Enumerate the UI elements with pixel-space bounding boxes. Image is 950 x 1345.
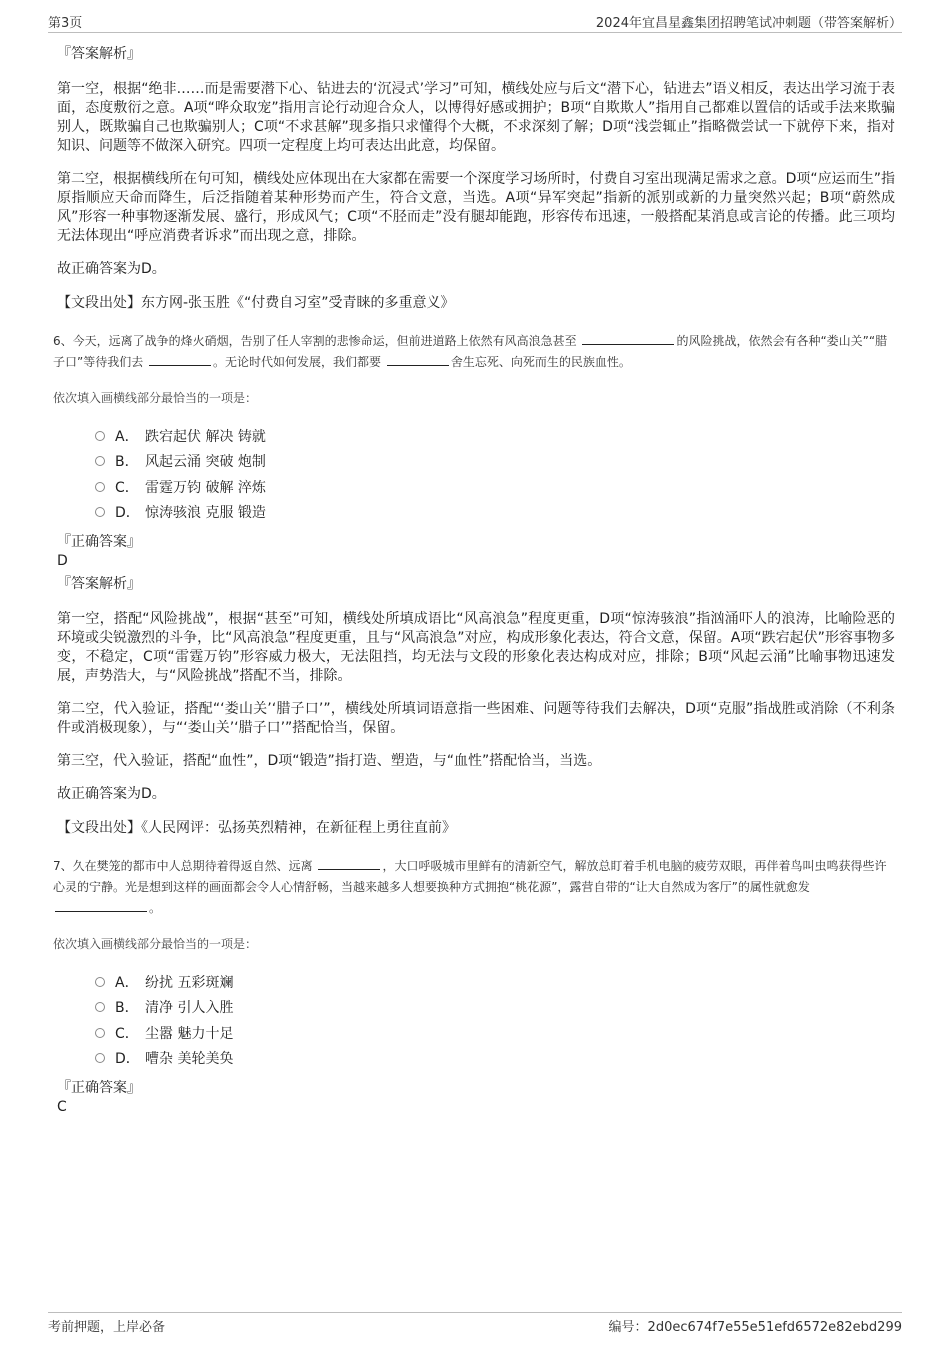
radio-button[interactable] <box>95 1053 105 1063</box>
q6-option-b[interactable]: B． 风起云涌 突破 炮制 <box>95 449 895 475</box>
blank-1[interactable] <box>582 343 674 345</box>
q5-analysis-paragraph: 第一空，根据“绝非……而是需要潜下心、钻进去的‘沉浸式’学习”可知，横线处应与后文“潜下心，钻进去”语义相反，表达出学习流于表面，态度敷衍之意。A项“哗众取宠”指用言论行动迎合众人，以博得好感或拥护；B项“自欺欺人”指用自己都难以置信的话或手法来欺骗别人，既欺骗自己也欺骗别人；C项“不求甚解”现多指只求懂得个大概，不求深刻了解；D项“浅尝辄止”指略微尝试一下就停下来，指对知识、问题等不做深入研究。四项一定程度上均可表达出此意，均保留。 <box>57 81 895 154</box>
q6-conclusion: 故正确答案为D。 <box>57 786 166 802</box>
q6-answer-label: 『正确答案』 <box>57 534 141 550</box>
document-title: 2024年宜昌星鑫集团招聘笔试冲刺题（带答案解析） <box>595 16 902 31</box>
radio-button[interactable] <box>95 1028 105 1038</box>
blank-2[interactable] <box>55 910 147 912</box>
page-footer <box>48 1312 902 1335</box>
document-id: 编号：2d0ec674f7e55e51efd6572e82ebd299 <box>608 1320 902 1335</box>
q7-option-c[interactable]: C． 尘嚣 魅力十足 <box>95 1020 895 1046</box>
blank-3[interactable] <box>387 364 449 366</box>
footer-slogan: 考前押题，上岸必备 <box>48 1320 166 1335</box>
q5-analysis-label: 『答案解析』 <box>57 46 141 62</box>
q6-analysis-paragraph: 第三空，代入验证，搭配“血性”，D项“锻造”指打造、塑造，与“血性”搭配恰当，当选。 <box>57 753 602 769</box>
radio-button[interactable] <box>95 456 105 466</box>
q5-source: 【文段出处】东方网-张玉胜《“付费自习室”受青睐的多重意义》 <box>57 295 455 311</box>
radio-button[interactable] <box>95 1002 105 1012</box>
q6-option-a[interactable]: A． 跌宕起伏 解决 铸就 <box>95 423 895 449</box>
blank-1[interactable] <box>318 868 380 870</box>
q7-stem: 7、久在樊笼的都市中人总期待着得返自然、远离 ，大口呼吸城市里鲜有的清新空气，解放总盯着手机电脑的疲劳双眼，再伴着鸟叫虫鸣获得些许心灵的宁静。光是想到这样的画面都会令人心情舒畅，当越来越多人想要换种方式拥抱“桃花源”，露营自带的“让大自然成为客厅”的属性就愈发 。 <box>53 859 887 915</box>
q6-option-c[interactable]: C． 雷霆万钧 破解 淬炼 <box>95 474 895 500</box>
q7-options <box>95 969 895 1071</box>
q7-answer-label: 『正确答案』 <box>57 1080 141 1096</box>
q7-option-b[interactable]: B． 清净 引人入胜 <box>95 995 895 1021</box>
q7-answer: C <box>57 1099 67 1115</box>
q7-option-a[interactable]: A． 纷扰 五彩斑斓 <box>95 969 895 995</box>
q7-instruction: 依次填入画横线部分最恰当的一项是： <box>53 937 258 951</box>
page-header <box>48 10 902 33</box>
radio-button[interactable] <box>95 507 105 517</box>
radio-button[interactable] <box>95 977 105 987</box>
blank-2[interactable] <box>149 364 211 366</box>
q6-instruction: 依次填入画横线部分最恰当的一项是： <box>53 391 258 405</box>
q5-analysis-paragraph: 第二空，根据横线所在句可知，横线处应体现出在大家都在需要一个深度学习场所时，付费自习室出现满足需求之意。D项“应运而生”指原指顺应天命而降生，后泛指随着某种形势而产生，符合文意，当选。A项“异军突起”指新的派别或新的力量突然兴起；B项“蔚然成风”形容一种事物逐渐发展、盛行，形成风气；C项“不胫而走”没有腿却能跑，形容传布迅速，一般搭配某消息或言论的传播。此三项均无法体现出“呼应消费者诉求”而出现之意，排除。 <box>57 171 895 244</box>
radio-button[interactable] <box>95 482 105 492</box>
q6-source: 【文段出处】《人民网评：弘扬英烈精神，在新征程上勇往直前》 <box>57 820 456 836</box>
q6-analysis-paragraph: 第二空，代入验证，搭配“‘娄山关’‘腊子口’”，横线处所填词语意指一些困难、问题等待我们去解决，D项“克服”指战胜或消除（不利条件或消极现象），与“‘娄山关’‘腊子口’”搭配恰当，保留。 <box>57 701 895 736</box>
page-content <box>53 44 895 1120</box>
q6-options <box>95 423 895 525</box>
q6-option-d[interactable]: D． 惊涛骇浪 克服 锻造 <box>95 500 895 526</box>
q6-analysis-paragraph: 第一空，搭配“风险挑战”，根据“甚至”可知，横线处所填成语比“风高浪急”程度更重，D项“惊涛骇浪”指汹涌吓人的浪涛，比喻险恶的环境或尖锐激烈的斗争，比“风高浪急”程度更重，且与“风高浪急”对应，构成形象化表达，符合文意，保留。A项“跌宕起伏”形容事物多变，不稳定，C项“雷霆万钧”形容威力极大，无法阻挡，均无法与文段的形象化表达构成对应，排除；B项“风起云涌”比喻事物迅速发展，声势浩大，与“风险挑战”搭配不当，排除。 <box>57 611 895 684</box>
q6-analysis-label: 『答案解析』 <box>57 576 141 592</box>
q5-conclusion: 故正确答案为D。 <box>57 261 166 277</box>
page-number: 第3页 <box>48 16 83 31</box>
q6-answer: D <box>57 553 68 569</box>
q6-stem: 6、今天，远离了战争的烽火硝烟，告别了任人宰割的悲惨命运，但前进道路上依然有风高浪急甚至 的风险挑战，依然会有各种“娄山关”“腊子口”等待我们去 。无论时代如何发展，我们都要 舍生忘死、向死而生的民族血性。 <box>53 334 888 369</box>
radio-button[interactable] <box>95 431 105 441</box>
q7-option-d[interactable]: D． 嘈杂 美轮美奂 <box>95 1046 895 1072</box>
